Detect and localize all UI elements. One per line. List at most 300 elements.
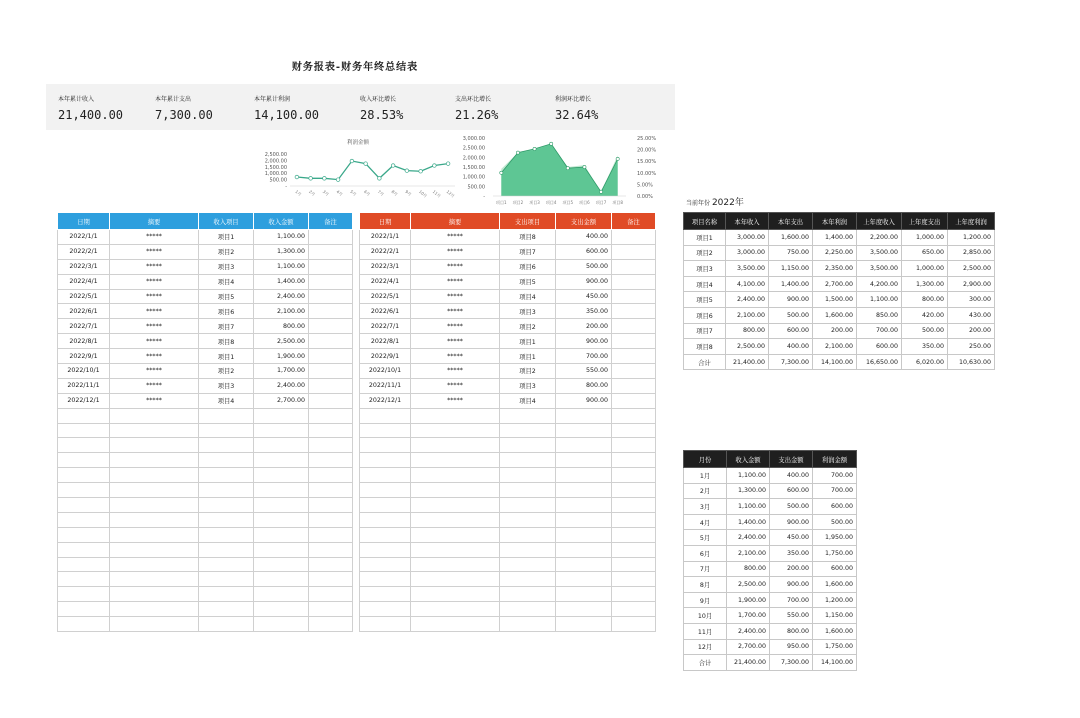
cell-note[interactable] <box>612 289 656 304</box>
cell-expense-amount[interactable]: 200.00 <box>556 319 612 334</box>
cell-empty[interactable] <box>556 438 612 453</box>
cell-profit[interactable]: 2,250.00 <box>813 245 857 261</box>
cell-profit-amount[interactable]: 1,200.00 <box>813 592 857 608</box>
cell-last-income[interactable]: 16,650.00 <box>857 354 902 370</box>
cell-note[interactable] <box>612 393 656 408</box>
cell-summary[interactable]: ***** <box>411 274 500 289</box>
cell-last-profit[interactable]: 200.00 <box>948 323 995 339</box>
cell-month[interactable]: 10月 <box>684 608 727 624</box>
cell-income-amount[interactable] <box>254 498 309 513</box>
cell-income-amount[interactable] <box>254 468 309 483</box>
cell-income-amount[interactable]: 800.00 <box>254 319 309 334</box>
cell-note[interactable] <box>612 244 656 259</box>
cell-note[interactable] <box>612 230 656 245</box>
cell-income-amount[interactable]: 2,100.00 <box>254 304 309 319</box>
cell-date[interactable]: 2022/11/1 <box>360 378 411 393</box>
cell-expense-item[interactable]: 项目3 <box>500 378 556 393</box>
cell-note[interactable] <box>612 364 656 379</box>
cell-empty[interactable] <box>556 512 612 527</box>
cell-summary[interactable] <box>110 438 199 453</box>
cell-date[interactable]: 2022/3/1 <box>360 259 411 274</box>
cell-project-name[interactable]: 项目5 <box>684 292 726 308</box>
cell-expense-item[interactable]: 项目7 <box>500 244 556 259</box>
cell-income[interactable]: 800.00 <box>726 323 769 339</box>
cell-empty[interactable] <box>612 512 656 527</box>
cell-expense-amount[interactable]: 450.00 <box>770 530 813 546</box>
cell-expense-item[interactable]: 项目1 <box>500 334 556 349</box>
cell-note[interactable] <box>309 438 353 453</box>
cell-income-item[interactable] <box>199 542 254 557</box>
cell-date[interactable]: 2022/7/1 <box>58 319 110 334</box>
cell-project-name[interactable]: 合计 <box>684 354 726 370</box>
cell-summary[interactable]: ***** <box>411 393 500 408</box>
year-selector-value[interactable]: 2022年 <box>711 198 744 208</box>
cell-empty[interactable] <box>500 542 556 557</box>
cell-summary[interactable] <box>110 512 199 527</box>
cell-summary[interactable]: ***** <box>411 349 500 364</box>
cell-empty[interactable] <box>612 438 656 453</box>
cell-expense-item[interactable]: 项目8 <box>500 230 556 245</box>
cell-summary[interactable]: ***** <box>110 244 199 259</box>
cell-date[interactable] <box>58 512 110 527</box>
cell-last-expense[interactable]: 6,020.00 <box>902 354 948 370</box>
cell-month[interactable]: 6月 <box>684 545 727 561</box>
cell-empty[interactable] <box>360 453 411 468</box>
cell-summary[interactable]: ***** <box>411 319 500 334</box>
cell-date[interactable]: 2022/3/1 <box>58 259 110 274</box>
cell-income-item[interactable] <box>199 453 254 468</box>
cell-note[interactable] <box>309 274 353 289</box>
cell-project-name[interactable]: 项目2 <box>684 245 726 261</box>
cell-last-income[interactable]: 700.00 <box>857 323 902 339</box>
cell-note[interactable] <box>612 319 656 334</box>
cell-income-item[interactable]: 项目4 <box>199 393 254 408</box>
cell-income-item[interactable]: 项目4 <box>199 274 254 289</box>
cell-income-item[interactable]: 项目2 <box>199 244 254 259</box>
cell-expense-amount[interactable]: 550.00 <box>556 364 612 379</box>
cell-summary[interactable] <box>110 453 199 468</box>
cell-date[interactable] <box>58 468 110 483</box>
cell-last-expense[interactable]: 1,000.00 <box>902 230 948 246</box>
cell-last-income[interactable]: 3,500.00 <box>857 245 902 261</box>
cell-last-expense[interactable]: 800.00 <box>902 292 948 308</box>
cell-date[interactable] <box>58 542 110 557</box>
cell-date[interactable]: 2022/2/1 <box>360 244 411 259</box>
cell-last-profit[interactable]: 1,200.00 <box>948 230 995 246</box>
cell-profit[interactable]: 14,100.00 <box>813 354 857 370</box>
cell-income-amount[interactable] <box>254 423 309 438</box>
cell-income-amount[interactable] <box>254 527 309 542</box>
cell-empty[interactable] <box>360 423 411 438</box>
cell-empty[interactable] <box>411 557 500 572</box>
cell-empty[interactable] <box>360 468 411 483</box>
cell-empty[interactable] <box>612 557 656 572</box>
cell-summary[interactable] <box>110 468 199 483</box>
cell-empty[interactable] <box>411 602 500 617</box>
cell-last-expense[interactable]: 420.00 <box>902 307 948 323</box>
cell-empty[interactable] <box>360 557 411 572</box>
cell-expense-item[interactable]: 项目5 <box>500 274 556 289</box>
cell-note[interactable] <box>309 617 353 632</box>
cell-income-amount[interactable] <box>254 587 309 602</box>
cell-expense-item[interactable]: 项目3 <box>500 304 556 319</box>
cell-last-income[interactable]: 2,200.00 <box>857 230 902 246</box>
cell-empty[interactable] <box>612 572 656 587</box>
cell-empty[interactable] <box>360 438 411 453</box>
cell-note[interactable] <box>309 602 353 617</box>
cell-empty[interactable] <box>556 423 612 438</box>
cell-note[interactable] <box>612 378 656 393</box>
cell-empty[interactable] <box>612 408 656 423</box>
cell-date[interactable]: 2022/4/1 <box>58 274 110 289</box>
cell-last-income[interactable]: 600.00 <box>857 339 902 355</box>
cell-expense-amount[interactable]: 800.00 <box>770 623 813 639</box>
cell-income-item[interactable] <box>199 557 254 572</box>
cell-last-income[interactable]: 850.00 <box>857 307 902 323</box>
cell-expense[interactable]: 900.00 <box>769 292 813 308</box>
cell-empty[interactable] <box>556 587 612 602</box>
cell-summary[interactable]: ***** <box>110 364 199 379</box>
cell-empty[interactable] <box>612 423 656 438</box>
cell-empty[interactable] <box>556 408 612 423</box>
cell-profit[interactable]: 1,600.00 <box>813 307 857 323</box>
cell-date[interactable] <box>58 572 110 587</box>
cell-expense-amount[interactable]: 950.00 <box>770 639 813 655</box>
cell-month[interactable]: 2月 <box>684 483 727 499</box>
cell-income-item[interactable] <box>199 512 254 527</box>
cell-income-item[interactable] <box>199 527 254 542</box>
cell-expense-amount[interactable]: 350.00 <box>770 545 813 561</box>
cell-month[interactable]: 8月 <box>684 577 727 593</box>
cell-income[interactable]: 2,400.00 <box>726 292 769 308</box>
cell-expense-amount[interactable]: 700.00 <box>770 592 813 608</box>
cell-expense-amount[interactable]: 600.00 <box>556 244 612 259</box>
cell-profit-amount[interactable]: 1,150.00 <box>813 608 857 624</box>
cell-date[interactable] <box>58 408 110 423</box>
cell-income-amount[interactable]: 1,400.00 <box>727 514 770 530</box>
cell-income-item[interactable]: 项目2 <box>199 364 254 379</box>
cell-last-income[interactable]: 3,500.00 <box>857 261 902 277</box>
cell-date[interactable] <box>58 587 110 602</box>
cell-date[interactable]: 2022/9/1 <box>360 349 411 364</box>
cell-date[interactable]: 2022/10/1 <box>360 364 411 379</box>
cell-note[interactable] <box>309 259 353 274</box>
cell-empty[interactable] <box>556 498 612 513</box>
cell-month[interactable]: 合计 <box>684 655 727 671</box>
cell-profit-amount[interactable]: 14,100.00 <box>813 655 857 671</box>
cell-income-amount[interactable]: 1,300.00 <box>254 244 309 259</box>
cell-empty[interactable] <box>360 498 411 513</box>
cell-date[interactable] <box>58 557 110 572</box>
cell-summary[interactable] <box>110 587 199 602</box>
cell-expense-amount[interactable]: 500.00 <box>770 499 813 515</box>
cell-income-item[interactable] <box>199 498 254 513</box>
cell-income-amount[interactable] <box>254 453 309 468</box>
cell-income-item[interactable] <box>199 587 254 602</box>
cell-last-profit[interactable]: 2,500.00 <box>948 261 995 277</box>
cell-date[interactable]: 2022/8/1 <box>360 334 411 349</box>
cell-date[interactable] <box>58 498 110 513</box>
cell-income-amount[interactable]: 2,500.00 <box>727 577 770 593</box>
cell-empty[interactable] <box>360 617 411 632</box>
cell-date[interactable]: 2022/10/1 <box>58 364 110 379</box>
cell-note[interactable] <box>612 349 656 364</box>
cell-income[interactable]: 3,500.00 <box>726 261 769 277</box>
cell-expense[interactable]: 7,300.00 <box>769 354 813 370</box>
cell-summary[interactable]: ***** <box>110 304 199 319</box>
cell-profit-amount[interactable]: 700.00 <box>813 483 857 499</box>
cell-note[interactable] <box>309 542 353 557</box>
cell-last-income[interactable]: 4,200.00 <box>857 276 902 292</box>
cell-income-amount[interactable]: 2,100.00 <box>727 545 770 561</box>
cell-empty[interactable] <box>612 602 656 617</box>
cell-expense[interactable]: 400.00 <box>769 339 813 355</box>
cell-last-profit[interactable]: 10,630.00 <box>948 354 995 370</box>
cell-summary[interactable]: ***** <box>411 259 500 274</box>
cell-income-amount[interactable]: 2,700.00 <box>727 639 770 655</box>
cell-date[interactable]: 2022/11/1 <box>58 378 110 393</box>
cell-expense[interactable]: 600.00 <box>769 323 813 339</box>
cell-project-name[interactable]: 项目3 <box>684 261 726 277</box>
cell-expense-amount[interactable]: 7,300.00 <box>770 655 813 671</box>
cell-date[interactable]: 2022/6/1 <box>58 304 110 319</box>
cell-month[interactable]: 12月 <box>684 639 727 655</box>
cell-income-amount[interactable] <box>254 602 309 617</box>
cell-empty[interactable] <box>500 408 556 423</box>
cell-empty[interactable] <box>500 512 556 527</box>
cell-income-item[interactable]: 项目7 <box>199 319 254 334</box>
cell-income-amount[interactable] <box>254 572 309 587</box>
cell-date[interactable] <box>58 453 110 468</box>
cell-profit-amount[interactable]: 1,750.00 <box>813 639 857 655</box>
cell-date[interactable]: 2022/5/1 <box>58 289 110 304</box>
cell-empty[interactable] <box>612 453 656 468</box>
cell-empty[interactable] <box>556 468 612 483</box>
cell-empty[interactable] <box>500 423 556 438</box>
cell-empty[interactable] <box>411 423 500 438</box>
cell-last-expense[interactable]: 350.00 <box>902 339 948 355</box>
cell-date[interactable] <box>58 423 110 438</box>
cell-income[interactable]: 21,400.00 <box>726 354 769 370</box>
cell-summary[interactable]: ***** <box>411 334 500 349</box>
cell-income-amount[interactable]: 1,700.00 <box>254 364 309 379</box>
cell-date[interactable]: 2022/5/1 <box>360 289 411 304</box>
cell-date[interactable]: 2022/12/1 <box>360 393 411 408</box>
cell-empty[interactable] <box>556 453 612 468</box>
cell-expense-amount[interactable]: 900.00 <box>556 274 612 289</box>
cell-expense[interactable]: 1,600.00 <box>769 230 813 246</box>
cell-summary[interactable] <box>110 542 199 557</box>
cell-date[interactable] <box>58 483 110 498</box>
cell-empty[interactable] <box>500 572 556 587</box>
cell-summary[interactable] <box>110 498 199 513</box>
cell-note[interactable] <box>612 334 656 349</box>
cell-date[interactable] <box>58 602 110 617</box>
cell-income-item[interactable] <box>199 602 254 617</box>
cell-expense[interactable]: 1,400.00 <box>769 276 813 292</box>
cell-summary[interactable] <box>110 617 199 632</box>
cell-note[interactable] <box>309 334 353 349</box>
cell-income-item[interactable]: 项目6 <box>199 304 254 319</box>
cell-income-amount[interactable]: 1,100.00 <box>727 499 770 515</box>
cell-income-item[interactable] <box>199 572 254 587</box>
cell-note[interactable] <box>309 557 353 572</box>
cell-last-profit[interactable]: 300.00 <box>948 292 995 308</box>
cell-project-name[interactable]: 项目6 <box>684 307 726 323</box>
cell-income-item[interactable] <box>199 468 254 483</box>
cell-empty[interactable] <box>500 483 556 498</box>
cell-summary[interactable]: ***** <box>110 349 199 364</box>
cell-expense-item[interactable]: 项目6 <box>500 259 556 274</box>
cell-income-amount[interactable] <box>254 617 309 632</box>
cell-empty[interactable] <box>556 617 612 632</box>
cell-profit-amount[interactable]: 1,600.00 <box>813 577 857 593</box>
cell-income-amount[interactable]: 1,100.00 <box>254 230 309 245</box>
cell-date[interactable]: 2022/1/1 <box>360 230 411 245</box>
cell-expense-amount[interactable]: 400.00 <box>556 230 612 245</box>
cell-note[interactable] <box>309 468 353 483</box>
cell-profit-amount[interactable]: 700.00 <box>813 468 857 484</box>
cell-profit[interactable]: 2,350.00 <box>813 261 857 277</box>
cell-expense[interactable]: 500.00 <box>769 307 813 323</box>
cell-income[interactable]: 2,100.00 <box>726 307 769 323</box>
cell-project-name[interactable]: 项目7 <box>684 323 726 339</box>
cell-date[interactable]: 2022/1/1 <box>58 230 110 245</box>
cell-income-amount[interactable] <box>254 542 309 557</box>
cell-empty[interactable] <box>556 602 612 617</box>
cell-note[interactable] <box>309 498 353 513</box>
cell-date[interactable] <box>58 438 110 453</box>
cell-empty[interactable] <box>360 483 411 498</box>
cell-empty[interactable] <box>500 617 556 632</box>
cell-summary[interactable]: ***** <box>411 378 500 393</box>
cell-expense-amount[interactable]: 400.00 <box>770 468 813 484</box>
cell-income-amount[interactable]: 1,100.00 <box>254 259 309 274</box>
cell-expense-amount[interactable]: 800.00 <box>556 378 612 393</box>
cell-empty[interactable] <box>411 512 500 527</box>
cell-project-name[interactable]: 项目1 <box>684 230 726 246</box>
cell-summary[interactable] <box>110 408 199 423</box>
cell-expense-item[interactable]: 项目4 <box>500 289 556 304</box>
cell-note[interactable] <box>309 289 353 304</box>
cell-income-item[interactable] <box>199 423 254 438</box>
cell-month[interactable]: 11月 <box>684 623 727 639</box>
cell-empty[interactable] <box>612 483 656 498</box>
cell-profit-amount[interactable]: 1,750.00 <box>813 545 857 561</box>
cell-last-expense[interactable]: 500.00 <box>902 323 948 339</box>
cell-summary[interactable]: ***** <box>110 319 199 334</box>
cell-income[interactable]: 2,500.00 <box>726 339 769 355</box>
cell-date[interactable]: 2022/8/1 <box>58 334 110 349</box>
cell-note[interactable] <box>309 453 353 468</box>
cell-empty[interactable] <box>360 542 411 557</box>
cell-income[interactable]: 3,000.00 <box>726 245 769 261</box>
cell-expense-item[interactable]: 项目2 <box>500 319 556 334</box>
cell-profit-amount[interactable]: 1,600.00 <box>813 623 857 639</box>
cell-income-item[interactable] <box>199 617 254 632</box>
cell-empty[interactable] <box>360 527 411 542</box>
cell-note[interactable] <box>309 527 353 542</box>
cell-empty[interactable] <box>556 572 612 587</box>
cell-summary[interactable] <box>110 602 199 617</box>
cell-summary[interactable] <box>110 483 199 498</box>
cell-expense[interactable]: 750.00 <box>769 245 813 261</box>
cell-date[interactable] <box>58 527 110 542</box>
cell-empty[interactable] <box>411 438 500 453</box>
cell-income-amount[interactable] <box>254 438 309 453</box>
cell-note[interactable] <box>612 304 656 319</box>
cell-income-amount[interactable]: 2,400.00 <box>727 623 770 639</box>
cell-note[interactable] <box>612 274 656 289</box>
cell-income-amount[interactable]: 1,300.00 <box>727 483 770 499</box>
cell-income-amount[interactable]: 1,700.00 <box>727 608 770 624</box>
cell-empty[interactable] <box>411 408 500 423</box>
cell-empty[interactable] <box>411 453 500 468</box>
cell-summary[interactable]: ***** <box>110 378 199 393</box>
cell-date[interactable]: 2022/6/1 <box>360 304 411 319</box>
cell-summary[interactable]: ***** <box>411 244 500 259</box>
cell-date[interactable]: 2022/4/1 <box>360 274 411 289</box>
cell-summary[interactable]: ***** <box>110 289 199 304</box>
cell-empty[interactable] <box>360 602 411 617</box>
cell-note[interactable] <box>309 393 353 408</box>
cell-expense-item[interactable]: 项目4 <box>500 393 556 408</box>
cell-income-item[interactable]: 项目1 <box>199 349 254 364</box>
cell-income-amount[interactable]: 1,400.00 <box>254 274 309 289</box>
cell-income-amount[interactable] <box>254 408 309 423</box>
cell-profit[interactable]: 2,100.00 <box>813 339 857 355</box>
cell-expense-amount[interactable]: 550.00 <box>770 608 813 624</box>
cell-income[interactable]: 3,000.00 <box>726 230 769 246</box>
cell-empty[interactable] <box>411 542 500 557</box>
cell-last-expense[interactable]: 1,000.00 <box>902 261 948 277</box>
cell-summary[interactable]: ***** <box>411 304 500 319</box>
cell-empty[interactable] <box>612 587 656 602</box>
cell-last-expense[interactable]: 1,300.00 <box>902 276 948 292</box>
cell-expense-amount[interactable]: 200.00 <box>770 561 813 577</box>
cell-summary[interactable]: ***** <box>110 274 199 289</box>
cell-expense-amount[interactable]: 700.00 <box>556 349 612 364</box>
cell-profit[interactable]: 1,500.00 <box>813 292 857 308</box>
cell-month[interactable]: 7月 <box>684 561 727 577</box>
cell-profit-amount[interactable]: 500.00 <box>813 514 857 530</box>
cell-note[interactable] <box>309 572 353 587</box>
cell-expense-item[interactable]: 项目2 <box>500 364 556 379</box>
cell-date[interactable]: 2022/9/1 <box>58 349 110 364</box>
cell-profit[interactable]: 2,700.00 <box>813 276 857 292</box>
cell-income-amount[interactable]: 21,400.00 <box>727 655 770 671</box>
cell-empty[interactable] <box>360 408 411 423</box>
cell-last-profit[interactable]: 430.00 <box>948 307 995 323</box>
cell-income-amount[interactable]: 2,700.00 <box>254 393 309 408</box>
cell-summary[interactable]: ***** <box>110 334 199 349</box>
cell-note[interactable] <box>309 319 353 334</box>
cell-income-item[interactable] <box>199 438 254 453</box>
cell-expense-amount[interactable]: 900.00 <box>770 577 813 593</box>
cell-income-item[interactable]: 项目3 <box>199 259 254 274</box>
cell-profit-amount[interactable]: 1,950.00 <box>813 530 857 546</box>
cell-empty[interactable] <box>360 572 411 587</box>
cell-empty[interactable] <box>556 527 612 542</box>
cell-note[interactable] <box>309 423 353 438</box>
cell-project-name[interactable]: 项目8 <box>684 339 726 355</box>
cell-profit[interactable]: 200.00 <box>813 323 857 339</box>
cell-note[interactable] <box>309 230 353 245</box>
cell-note[interactable] <box>309 512 353 527</box>
cell-last-profit[interactable]: 2,850.00 <box>948 245 995 261</box>
cell-empty[interactable] <box>612 542 656 557</box>
cell-project-name[interactable]: 项目4 <box>684 276 726 292</box>
